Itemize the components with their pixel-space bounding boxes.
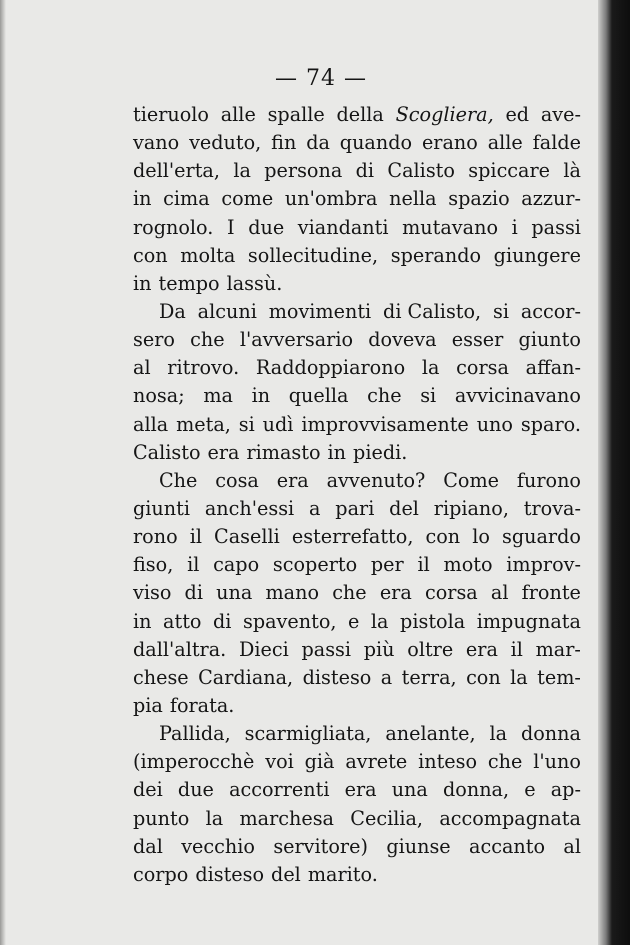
word: in xyxy=(133,271,152,295)
word: una xyxy=(391,778,428,802)
word: tem- xyxy=(537,665,581,689)
word: impugnata xyxy=(476,609,581,633)
text-line xyxy=(133,861,581,889)
word: alle xyxy=(220,103,256,126)
word: Pallida, xyxy=(159,722,231,746)
word: giungere xyxy=(493,243,581,267)
word: nella xyxy=(389,187,437,211)
word: accanto xyxy=(469,834,546,858)
word: rimasto xyxy=(246,440,321,464)
word: a xyxy=(309,496,321,520)
word: nosa; xyxy=(133,384,185,408)
word: Scogliera, xyxy=(395,103,494,126)
word: doveva xyxy=(368,328,437,352)
word: falde xyxy=(532,131,581,155)
word: oltre xyxy=(407,637,454,661)
word: con xyxy=(133,243,168,267)
word: azzur- xyxy=(521,187,581,211)
text-line xyxy=(133,776,581,804)
word: mar- xyxy=(535,637,581,661)
word: fiso, xyxy=(133,553,174,577)
word: là xyxy=(563,159,581,183)
word: veduto, xyxy=(189,131,262,155)
word: quella xyxy=(288,384,349,408)
word: dal xyxy=(133,834,163,858)
text-line xyxy=(133,101,581,129)
word: improv- xyxy=(506,553,581,577)
word: mano xyxy=(265,581,320,605)
word: era xyxy=(344,778,377,802)
word: affan- xyxy=(525,356,581,380)
word: di Calisto, xyxy=(383,299,482,323)
word: rognolo. xyxy=(133,215,214,239)
word: al xyxy=(563,834,581,858)
body-text xyxy=(133,101,581,889)
text-line xyxy=(133,495,581,523)
word: in xyxy=(327,440,347,464)
word: sparo. xyxy=(520,412,581,436)
word: disteso xyxy=(302,665,372,689)
word: una xyxy=(216,581,253,605)
word: punto xyxy=(133,806,190,830)
word: atto xyxy=(163,609,202,633)
word: ave- xyxy=(540,103,581,126)
word: passi xyxy=(301,637,352,661)
word: tempo xyxy=(158,271,220,295)
word: uno xyxy=(476,412,513,436)
word: che xyxy=(190,328,225,352)
word: ap- xyxy=(550,778,581,802)
text-line xyxy=(133,354,581,382)
word: esterrefatto, xyxy=(291,525,414,549)
word: era xyxy=(276,468,309,492)
word: Calisto xyxy=(133,440,201,464)
text-line xyxy=(133,523,581,551)
page-number: — 74 — xyxy=(275,66,367,91)
text-line xyxy=(133,579,581,607)
word: piedi. xyxy=(353,440,408,464)
text-line xyxy=(133,382,581,410)
text-line xyxy=(133,298,581,326)
word: giunto xyxy=(518,328,581,352)
word: si xyxy=(420,384,437,408)
word: fin xyxy=(271,131,297,155)
word: il xyxy=(510,637,523,661)
word: la xyxy=(205,806,224,830)
word: voi xyxy=(265,750,294,774)
word: si xyxy=(493,299,509,323)
word: la xyxy=(421,356,440,380)
word: lassù. xyxy=(226,271,283,295)
word: sero xyxy=(133,328,175,352)
word: la xyxy=(233,159,251,183)
word: meta, xyxy=(176,412,231,436)
text-line xyxy=(133,608,581,636)
word: sguardo xyxy=(501,525,581,549)
word: il xyxy=(187,553,200,577)
word: viandanti xyxy=(297,215,389,239)
word: viso xyxy=(133,581,172,605)
text-line xyxy=(133,664,581,692)
word: mutavano xyxy=(402,215,499,239)
word: con xyxy=(425,525,461,549)
word: l'avversario xyxy=(239,328,354,352)
word: Cecilia, xyxy=(350,806,424,830)
word: I xyxy=(226,215,235,239)
word: scarmigliata, xyxy=(244,722,372,746)
page-left-edge xyxy=(0,0,6,945)
word: ma xyxy=(203,384,233,408)
text-line xyxy=(133,439,581,467)
text-line xyxy=(133,467,581,495)
word: cima xyxy=(163,187,210,211)
word: Raddoppiarono xyxy=(255,356,406,380)
word: in xyxy=(133,187,152,211)
book-binding-edge xyxy=(598,0,630,945)
word: accompagnata xyxy=(439,806,581,830)
word: il xyxy=(189,525,202,549)
word: era xyxy=(207,440,240,464)
word: dell'erta, xyxy=(133,159,220,183)
word: capo xyxy=(213,553,260,577)
word: a xyxy=(380,665,393,689)
word: come xyxy=(221,187,274,211)
word: Calisto xyxy=(387,159,455,183)
word: anelante, xyxy=(385,722,476,746)
word: dei xyxy=(133,778,163,802)
word: la xyxy=(510,665,528,689)
word: di xyxy=(184,581,203,605)
text-line xyxy=(133,157,581,185)
word: dall'altra. xyxy=(133,637,227,661)
text-line xyxy=(133,805,581,833)
word: avvicinavano xyxy=(454,384,581,408)
word: marito. xyxy=(307,862,378,886)
word: la xyxy=(370,609,389,633)
word: Che xyxy=(159,468,198,492)
word: movimenti xyxy=(268,299,372,323)
word: persona xyxy=(264,159,343,183)
text-line xyxy=(133,129,581,157)
word: forata. xyxy=(169,693,235,717)
text-line xyxy=(133,551,581,579)
word: i xyxy=(511,215,518,239)
word: si xyxy=(238,412,255,436)
word: al xyxy=(490,581,509,605)
word: avrete xyxy=(345,750,408,774)
text-line xyxy=(133,270,581,298)
word: Caselli xyxy=(214,525,280,549)
word: del xyxy=(271,862,301,886)
word: alle xyxy=(487,131,523,155)
text-line xyxy=(133,720,581,748)
text-line xyxy=(133,326,581,354)
word: alcuni xyxy=(197,299,257,323)
word: accor- xyxy=(520,299,581,323)
word: donna xyxy=(520,722,581,746)
word: era xyxy=(379,581,412,605)
text-line xyxy=(133,214,581,242)
word: corsa xyxy=(456,356,509,380)
word: tieruolo xyxy=(133,103,209,126)
word: Cardiana, xyxy=(198,665,294,689)
word: improvvisamente xyxy=(301,412,469,436)
word: da xyxy=(306,131,330,155)
word: pistola xyxy=(400,609,466,633)
word: due xyxy=(248,215,285,239)
text-line xyxy=(133,833,581,861)
word: spazio xyxy=(448,187,510,211)
word: spavento, xyxy=(242,609,337,633)
word: passi xyxy=(531,215,581,239)
word: terra, xyxy=(401,665,457,689)
word: con xyxy=(466,665,501,689)
word: Da xyxy=(159,299,186,323)
word: moto xyxy=(443,553,493,577)
word: in xyxy=(133,609,152,633)
word: il xyxy=(417,553,430,577)
word: della xyxy=(336,103,384,126)
text-line xyxy=(133,185,581,213)
word: che xyxy=(367,384,402,408)
word: anch'essi xyxy=(204,496,295,520)
word: esser xyxy=(451,328,504,352)
word: Come xyxy=(443,468,500,492)
word: accorrenti xyxy=(229,778,330,802)
word: cosa xyxy=(215,468,259,492)
text-line xyxy=(133,692,581,720)
word: Dieci xyxy=(239,637,289,661)
word: sperando xyxy=(390,243,482,267)
word: in xyxy=(251,384,271,408)
word: ed xyxy=(505,103,530,126)
word: che xyxy=(487,750,523,774)
word: udì xyxy=(262,412,294,436)
word: (imperocchè xyxy=(133,750,255,774)
word: marchesa xyxy=(239,806,334,830)
word: la xyxy=(489,722,508,746)
word: quando xyxy=(339,131,413,155)
word: per xyxy=(370,553,404,577)
word: due xyxy=(177,778,214,802)
word: di xyxy=(213,609,232,633)
word: sollecitudine, xyxy=(247,243,379,267)
text-line xyxy=(133,411,581,439)
word: pia xyxy=(133,693,163,717)
word: ripiano, xyxy=(433,496,509,520)
word: e xyxy=(348,609,360,633)
word: alla xyxy=(133,412,169,436)
word: donna, xyxy=(443,778,510,802)
word: chese xyxy=(133,665,189,689)
word: trova- xyxy=(523,496,581,520)
word: l'uno xyxy=(533,750,581,774)
word: servitore) xyxy=(273,834,368,858)
word: di xyxy=(355,159,375,183)
word: spiccare xyxy=(468,159,551,183)
word: già xyxy=(304,750,335,774)
text-line xyxy=(133,636,581,664)
word: avvenuto? xyxy=(326,468,426,492)
word: erano xyxy=(421,131,478,155)
text-line xyxy=(133,242,581,270)
word: un'ombra xyxy=(284,187,378,211)
word: ritrovo. xyxy=(167,356,240,380)
word: spalle xyxy=(267,103,325,126)
text-line xyxy=(133,748,581,776)
word: rono xyxy=(133,525,178,549)
word: corsa xyxy=(424,581,478,605)
word: del xyxy=(389,496,419,520)
word: era xyxy=(465,637,498,661)
word: al xyxy=(133,356,151,380)
word: inteso xyxy=(418,750,478,774)
word: furono xyxy=(516,468,581,492)
word: molta xyxy=(180,243,236,267)
word: giunti xyxy=(133,496,190,520)
word: scoperto xyxy=(272,553,358,577)
word: lo xyxy=(472,525,490,549)
word: che xyxy=(332,581,367,605)
word: vecchio xyxy=(181,834,255,858)
word: più xyxy=(363,637,395,661)
word: e xyxy=(524,778,536,802)
word: vano xyxy=(133,131,180,155)
word: giunse xyxy=(386,834,451,858)
word: fronte xyxy=(521,581,581,605)
word: disteso xyxy=(195,862,265,886)
word: pari xyxy=(335,496,375,520)
word: corpo xyxy=(133,862,189,886)
